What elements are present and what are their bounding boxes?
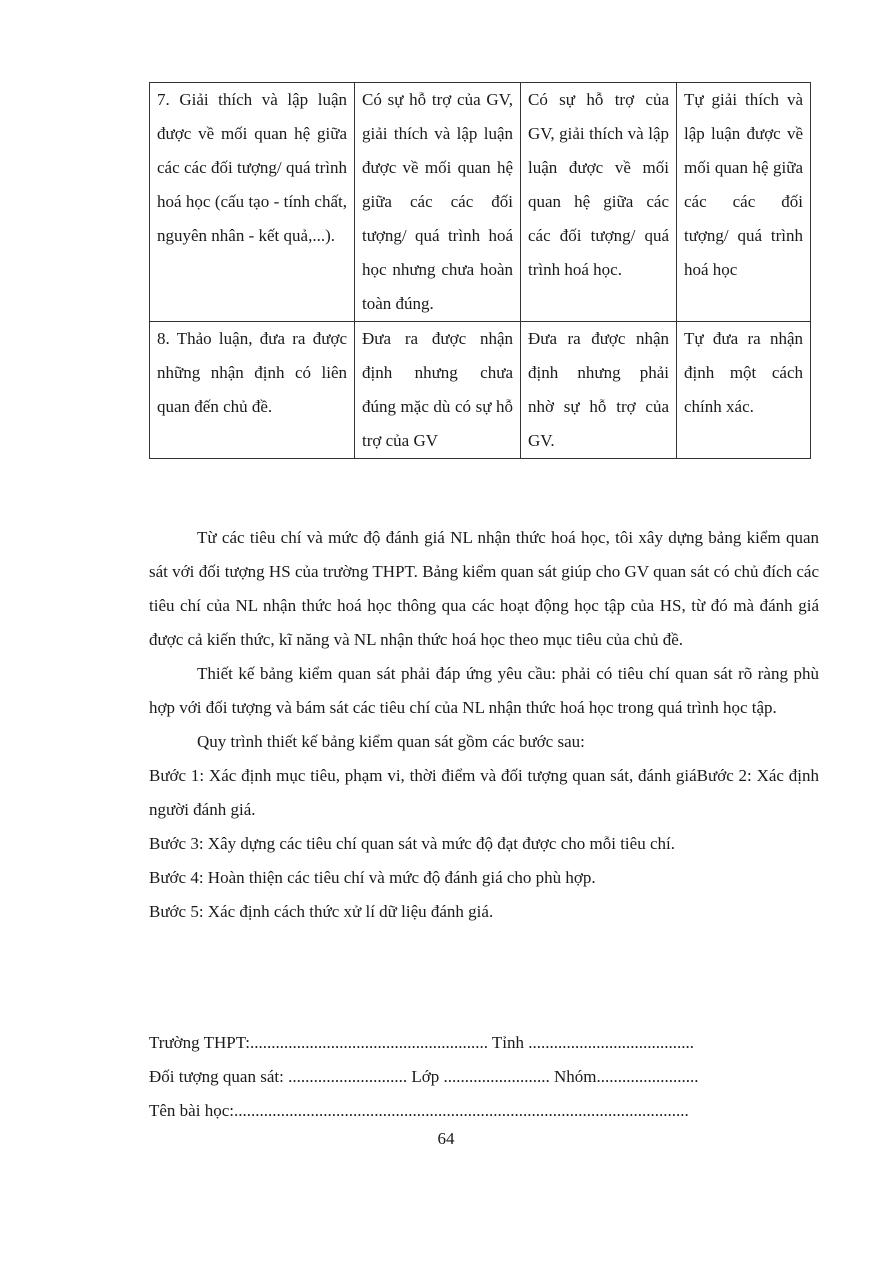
paragraph-design-requirements: Thiết kế bảng kiểm quan sát phải đáp ứng yêu cầu: phải có tiêu chí quan sát rõ ràng phù hợp với đối tượng và bám sát các tiêu chí của NL nhận thức hoá học trong quá trình học tập. — [149, 664, 819, 717]
observation-form-header — [149, 1026, 779, 1128]
paragraph-observation-checklist: Từ các tiêu chí và mức độ đánh giá NL nhận thức hoá học, tôi xây dựng bảng kiểm quan sát với đối tượng HS của trường THPT. Bảng kiểm quan sát giúp cho GV quan sát có chủ đích các tiêu chí của NL nhận thức hoá học thông qua các hoạt động học tập của HS, từ đó mà đánh giá được cả kiến thức, kĩ năng và NL nhận thức hoá học theo mục tiêu của chủ đề. — [149, 528, 819, 649]
level-1-cell: Đưa ra được nhận định nhưng chưa đúng mặc dù có sự hỗ trợ của GV — [355, 322, 521, 459]
step-1-2: Bước 1: Xác định mục tiêu, phạm vi, thời điểm và đối tượng quan sát, đánh giáBước 2: Xác định người đánh giá. — [149, 766, 819, 819]
form-line-school: Trường THPT:........................................................ Tỉnh ....................................... — [149, 1033, 695, 1052]
page-number: 64 — [437, 1129, 455, 1148]
level-3-cell: Tự đưa ra nhận định một cách chính xác. — [677, 322, 811, 459]
level-2-cell: Đưa ra được nhận định nhưng phải nhờ sự hỗ trợ của GV. — [521, 322, 677, 459]
step-4: Bước 4: Hoàn thiện các tiêu chí và mức độ đánh giá cho phù hợp. — [149, 868, 596, 887]
level-1-cell: Có sự hỗ trợ của GV, giải thích và lập luận được về mối quan hệ giữa các các đối tượng/ quá trình hoá học nhưng chưa hoàn toàn đúng. — [355, 83, 521, 322]
body-text — [149, 521, 819, 929]
form-line-subject: Đối tượng quan sát: ............................ Lớp ......................... Nhóm........................ — [149, 1067, 699, 1086]
level-2-cell: Có sự hỗ trợ của GV, giải thích và lập luận được về mối quan hệ giữa các các đối tượng/ quá trình hoá học. — [521, 83, 677, 322]
form-line-lesson: Tên bài học:........................................................................................................... — [149, 1101, 689, 1120]
table-row — [150, 322, 811, 459]
paragraph-procedure-intro: Quy trình thiết kế bảng kiểm quan sát gồm các bước sau: — [197, 732, 585, 751]
criterion-cell: 7. Giải thích và lập luận được về mối quan hệ giữa các các đối tượng/ quá trình hoá học (cấu tạo - tính chất, nguyên nhân - kết quả,...). — [150, 83, 355, 322]
step-3: Bước 3: Xây dựng các tiêu chí quan sát và mức độ đạt được cho mỗi tiêu chí. — [149, 834, 675, 853]
criterion-cell: 8. Thảo luận, đưa ra được những nhận định có liên quan đến chủ đề. — [150, 322, 355, 459]
step-5: Bước 5: Xác định cách thức xử lí dữ liệu đánh giá. — [149, 902, 494, 921]
assessment-criteria-table — [149, 82, 811, 459]
table-row — [150, 83, 811, 322]
level-3-cell: Tự giải thích và lập luận được về mối quan hệ giữa các các đối tượng/ quá trình hoá học — [677, 83, 811, 322]
